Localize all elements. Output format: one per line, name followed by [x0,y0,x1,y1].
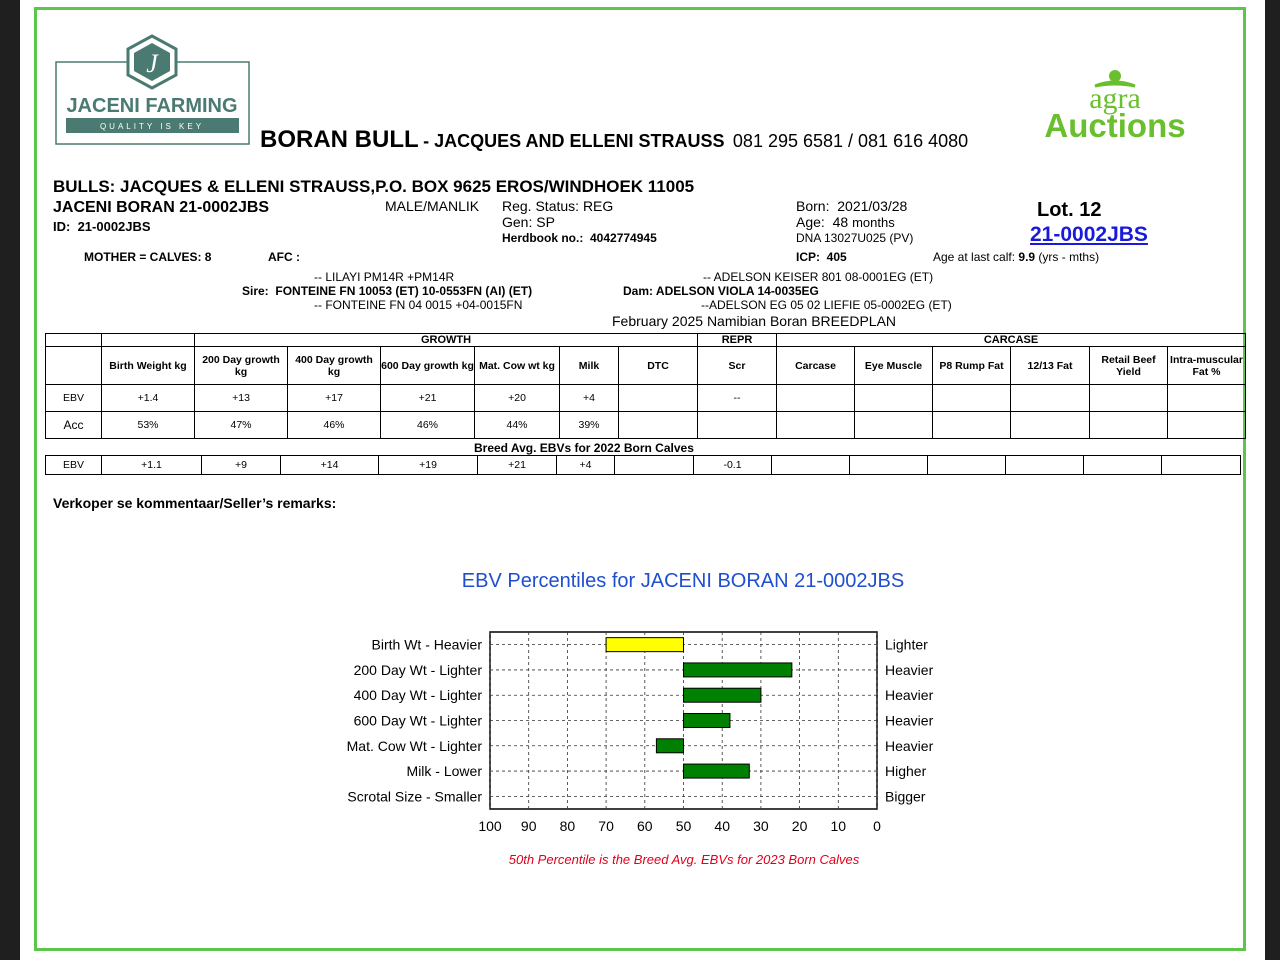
ebv-cell [777,385,855,412]
breed-avg-cell [1162,456,1241,475]
acc-cell [698,412,777,439]
header-400-day: 400 Day growth kg [288,347,381,385]
age-last-calf [933,250,1099,264]
ebv-cell [1168,385,1246,412]
breed-avg-cell [1084,456,1162,475]
x-tick-label: 70 [598,818,614,834]
born [796,198,907,214]
ebv-table [45,333,1246,439]
sire-dam: -- FONTEINE FN 04 0015 +04-0015FN [314,298,523,312]
breed-avg-table [45,455,1241,475]
birth-group-cell [102,334,195,347]
ebv-cell: +20 [475,385,560,412]
x-tick-label: 10 [830,818,847,834]
animal-sex: MALE/MANLIK [385,198,480,214]
group-carcase: CARCASE [777,334,1246,347]
breed-avg-cell [1006,456,1084,475]
sellers-remarks-label: Verkoper se kommentaar/Seller’s remarks: [53,495,337,511]
header-p8-rump-fat: P8 Rump Fat [933,347,1011,385]
icp-value: 405 [826,250,847,264]
direction-label: Bigger [885,788,926,805]
age-last-calf-value: 9.9 [1018,250,1036,264]
direction-label: Heavier [885,687,934,704]
age-unit: months [852,215,895,230]
acc-cell: 47% [195,412,288,439]
page-title [260,126,968,154]
acc-row-label: Acc [46,412,102,439]
percentile-bar [606,638,683,652]
logo-tagline: QUALITY IS KEY [99,122,205,131]
percentile-bar [656,739,683,753]
breed-avg-cell: +1.1 [102,456,202,475]
header-blank [46,347,102,385]
ebv-cell [1011,385,1090,412]
breed-avg-cell: +4 [557,456,615,475]
mother-calves-label: MOTHER = CALVES: [84,250,202,264]
breed-avg-cell: -0.1 [694,456,772,475]
reg-status [502,198,613,214]
x-tick-label: 0 [873,818,881,834]
breed-avg-cell: +9 [202,456,281,475]
acc-cell: 53% [102,412,195,439]
dam-sire: -- ADELSON KEISER 801 08-0001EG (ET) [703,270,934,284]
header-birth-weight: Birth Weight kg [102,347,195,385]
mother-calves-value: 8 [204,250,212,264]
breed-avg-cell [928,456,1006,475]
header-dtc: DTC [619,347,698,385]
breed-avg-title: Breed Avg. EBVs for 2022 Born Calves [474,441,694,455]
jaceni-logo [55,34,250,146]
logo-name: JACENI FARMING [66,95,238,117]
acc-row [46,412,1246,439]
animal-name: JACENI BORAN 21-0002JBS [53,199,270,216]
ebv-group-row [46,334,1246,347]
breed-avg-cell: +14 [281,456,379,475]
breed-avg-cell [615,456,694,475]
ebv-cell: +13 [195,385,288,412]
direction-label: Heavier [885,737,934,754]
born-value: 2021/03/28 [837,198,908,214]
acc-cell: 44% [475,412,560,439]
acc-cell [1011,412,1090,439]
header-imf: Intra-muscular Fat % [1168,347,1246,385]
ebv-cell: +21 [381,385,475,412]
lot-code-link[interactable]: 21-0002JBS [1030,223,1148,246]
acc-cell [855,412,933,439]
age [796,214,895,230]
ebv-percentile-chart [340,560,940,880]
herdbook-value: 4042774945 [590,231,657,245]
x-tick-label: 80 [559,818,576,834]
breed-avg-cell: +21 [478,456,557,475]
herdbook-label: Herdbook no.: [502,231,584,245]
ebv-cell: +17 [288,385,381,412]
agra-auctions-logo [1015,68,1215,143]
title-main: BORAN BULL [260,126,419,153]
breed-avg-cell: +19 [379,456,478,475]
x-tick-label: 50 [675,818,692,834]
direction-label: Lighter [885,636,928,653]
ebv-row-label: EBV [46,385,102,412]
group-growth: GROWTH [195,334,698,347]
sire-value: FONTEINE FN 10053 (ET) 10-0553FN (AI) (ET) [275,284,533,298]
x-tick-label: 100 [478,818,502,834]
header-scr: Scr [698,347,777,385]
category-label: Birth Wt - Heavier [371,636,482,653]
dna: DNA 13027U025 (PV) [796,231,914,245]
category-label: 600 Day Wt - Lighter [353,712,482,729]
header-eye-muscle: Eye Muscle [855,347,933,385]
dam-dam: --ADELSON EG 05 02 LIEFIE 05-0002EG (ET) [701,298,952,312]
acc-cell [777,412,855,439]
header-600-day: 600 Day growth kg [381,347,475,385]
logo-monogram: J [146,49,158,78]
chart-footnote: 50th Percentile is the Breed Avg. EBVs for 2023 Born Calves [508,852,860,867]
icp [796,250,847,264]
direction-label: Heavier [885,712,934,729]
ebv-cell [855,385,933,412]
animal-id-label: ID: [53,219,71,234]
ebv-cell [1090,385,1168,412]
category-label: Milk - Lower [406,763,482,780]
corner-cell [46,334,102,347]
ebv-header-row [46,347,1246,385]
header-retail-beef-yield: Retail Beef Yield [1090,347,1168,385]
x-tick-label: 60 [637,818,653,834]
breedplan-title: February 2025 Namibian Boran BREEDPLAN [612,313,897,329]
x-tick-label: 30 [753,818,769,834]
percentile-bar [684,714,730,728]
age-label: Age: [796,214,825,230]
acc-cell: 39% [560,412,619,439]
category-label: Mat. Cow Wt - Lighter [346,737,482,754]
percentile-bar [684,764,750,778]
sire-label: Sire: [242,284,269,298]
jaceni-logo-graphic [55,34,250,146]
icp-label: ICP: [796,250,820,264]
header-200-day: 200 Day growth kg [195,347,288,385]
reg-status-label: Reg. Status: [502,198,580,214]
breeder-line: BULLS: JACQUES & ELLENI STRAUSS,P.O. BOX 9625 EROS/WINDHOEK 11005 [53,177,695,196]
acc-cell: 46% [288,412,381,439]
age-value: 48 [832,214,849,230]
acc-cell [1090,412,1168,439]
x-tick-label: 40 [714,818,730,834]
reg-status-value: REG [582,198,614,214]
auctions-word: Auctions [1044,107,1186,143]
header-milk: Milk [560,347,619,385]
title-sub: - JACQUES AND ELLENI STRAUSS [423,131,725,151]
ebv-cell: +4 [560,385,619,412]
acc-cell [1168,412,1246,439]
breed-avg-cell [850,456,928,475]
ebv-row [46,385,1246,412]
category-label: 200 Day Wt - Lighter [353,661,482,678]
agra-logo-graphic [1015,68,1215,143]
acc-cell [619,412,698,439]
ebv-cell: +1.4 [102,385,195,412]
ebv-cell [619,385,698,412]
category-label: Scrotal Size - Smaller [347,788,482,805]
animal-id [53,219,151,234]
ebv-cell: -- [698,385,777,412]
header-carcase: Carcase [777,347,855,385]
born-label: Born: [796,198,830,214]
gen-label: Gen: [502,214,533,230]
percentile-bar [684,663,792,677]
percentile-bar [684,688,761,702]
sire [242,284,532,298]
ebv-cell [933,385,1011,412]
sire-sire: -- LILAYI PM14R +PM14R [314,270,455,284]
breed-avg-row [46,456,1241,475]
direction-label: Heavier [885,661,934,678]
breed-avg-label: EBV [46,456,102,475]
dam [623,284,819,298]
chart-title: EBV Percentiles for JACENI BORAN 21-0002JBS [461,570,905,592]
lot-number: Lot. 12 [1037,199,1102,221]
gen-value: SP [536,214,555,230]
header-12-13-fat: 12/13 Fat [1011,347,1090,385]
category-label: 400 Day Wt - Lighter [353,687,482,704]
acc-cell [933,412,1011,439]
x-tick-label: 20 [791,818,808,834]
herdbook [502,231,657,245]
dam-value: ADELSON VIOLA 14-0035EG [655,284,819,298]
x-tick-label: 90 [520,818,537,834]
direction-label: Higher [885,763,927,780]
animal-id-value: 21-0002JBS [77,219,151,234]
breed-avg-cell [772,456,850,475]
title-phones: 081 295 6581 / 081 616 4080 [732,131,969,151]
age-last-calf-unit: (yrs - mths) [1038,250,1100,264]
acc-cell: 46% [381,412,475,439]
gen [502,214,555,230]
dam-label: Dam: [623,284,654,298]
age-last-calf-label: Age at last calf: [933,250,1016,264]
group-repr: REPR [698,334,777,347]
mother-calves [84,250,211,264]
afc-label: AFC : [268,250,300,264]
agra-word: agra [1089,82,1141,115]
header-mat-cow-wt: Mat. Cow wt kg [475,347,560,385]
